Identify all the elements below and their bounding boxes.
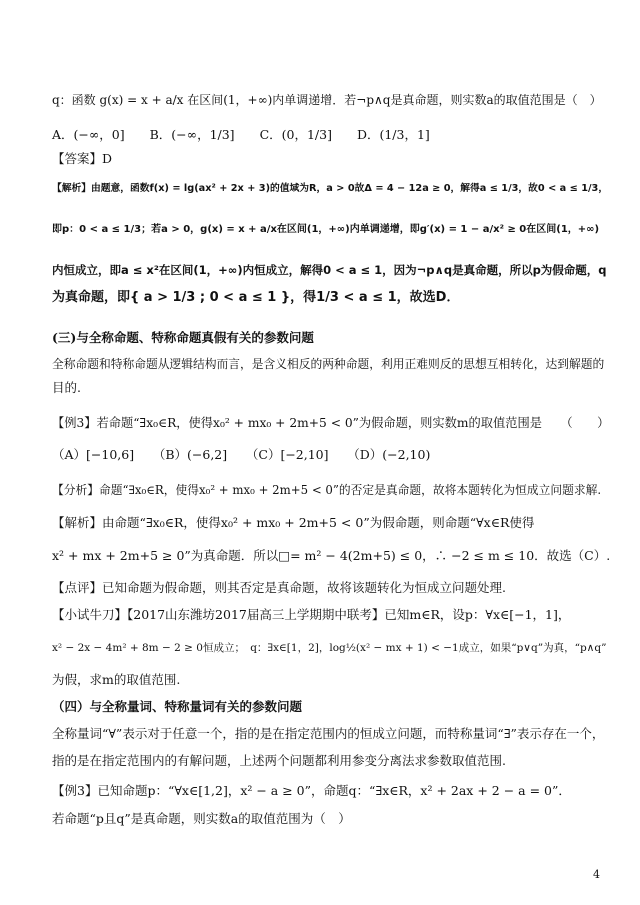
solution-line-a: 【解析】由命题“∃x₀∈R，使得x₀² + mx₀ + 2m+5 < 0”为假命题，则命题“∀x∈R使得 (52, 515, 535, 530)
paragraph-line: 指的是在指定范围内的有解问题，上述两个问题都利用参变分离法求参数取值范围. (52, 753, 506, 768)
example-3-options: （A）[−10,6] （B）(−6,2] （C）[−2,10] （D）(−2,10) (52, 447, 431, 462)
trial-line-1: 【小试牛刀】【2017山东潍坊2017届高三上学期期中联考】已知m∈R，设p：∀x∈[−1，1]， (52, 607, 571, 622)
paragraph-line: 目的. (52, 380, 81, 395)
section-heading-4: （四）与全称量词、特称量词有关的参数问题 (52, 699, 303, 714)
last-line: 若命题“p且q”是真命题，则实数a的取值范围为（ ） (52, 811, 351, 826)
solution-line-1: 【解析】由题意，函数f(x) = lg(ax² + 2x + 3)的值域为R，a > 0故Δ = 4 − 12a ≥ 0，解得a ≤ 1/3，故0 < a ≤ 1/3， (52, 183, 609, 194)
page-number: 4 (593, 868, 600, 881)
trial-line-2: x² − 2x − 4m² + 8m − 2 ≥ 0恒成立； q：∃x∈[1，2]，log½(x² − mx + 1) < −1成立，如果“p∨q”为真，“p∧q” (52, 642, 607, 654)
solution-line-2: 即p：0 < a ≤ 1/3；若a > 0，g(x) = x + a/x在区间(1，+∞)内单调递增，即g′(x) = 1 − a/x² ≥ 0在区间(1，+∞) (52, 224, 600, 235)
q-condition-line: q：函数 g(x) = x + a/x 在区间(1，+∞)内单调递增．若¬p∧q是真命题，则实数a的取值范围是（ ） (52, 93, 602, 107)
answer-options: A．(−∞，0] B．(−∞，1/3] C．(0，1/3] D．(1/3，1] (52, 127, 430, 142)
paragraph-line: 全称命题和特称命题从逻辑结构而言，是含义相反的两种命题，利用正难则反的思想互相转化，达到解题的 (52, 357, 605, 371)
solution-line-3: 内恒成立，即a ≤ x²在区间(1，+∞)内恒成立，解得0 < a ≤ 1，因为¬p∧q是真命题，所以p为假命题，q (52, 263, 607, 277)
analysis-line: 【分析】命题“∃x₀∈R，使得x₀² + mx₀ + 2m+5 < 0”的否定是真命题，故将本题转化为恒成立问题求解. (52, 483, 602, 497)
example-3b-question: 【例3】已知命题p：“∀x∈[1,2]，x² − a ≥ 0”，命题q：“∃x∈R，x² + 2ax + 2 − a = 0”． (52, 783, 571, 798)
example-3-question: 【例3】若命题“∃x₀∈R，使得x₀² + mx₀ + 2m+5 < 0”为假命题，则实数m的取值范围是 （ ） (52, 416, 610, 430)
solution-line-4: 为真命题，即{ a > 1/3 ; 0 < a ≤ 1 }，得1/3 < a ≤ 1，故选D． (52, 290, 460, 305)
paragraph-line: 全称量词“∀”表示对于任意一个，指的是在指定范围内的恒成立问题，而特称量词“∃”表示存在一个， (52, 726, 605, 741)
comment-line: 【点评】已知命题为假命题，则其否定是真命题，故将该题转化为恒成立问题处理. (52, 580, 506, 595)
section-heading-3: (三)与全称命题、特称命题真假有关的参数问题 (52, 330, 314, 345)
solution-line-b: x² + mx + 2m+5 ≥ 0”为真命题．所以□= m² − 4(2m+5) ≤ 0，∴ −2 ≤ m ≤ 10．故选（C）. (52, 548, 611, 563)
answer-line: 【答案】D (52, 151, 113, 166)
trial-line-3: 为假，求m的取值范围. (52, 672, 181, 687)
